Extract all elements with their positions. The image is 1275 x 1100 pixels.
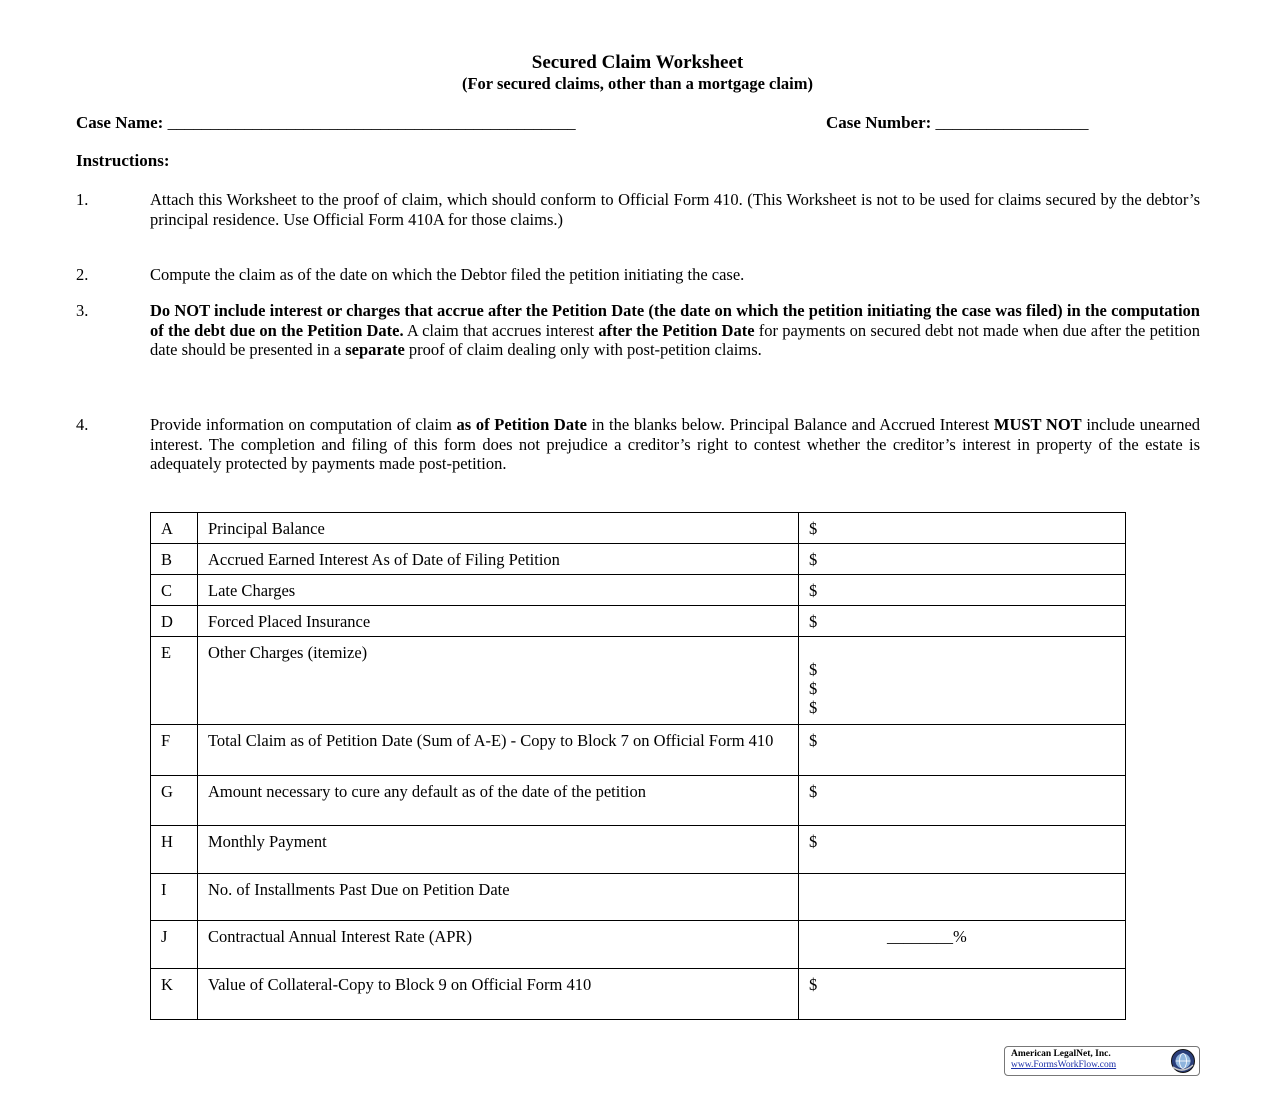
instruction-emphasis: after the Petition Date <box>598 320 755 340</box>
amount-field[interactable]: $ <box>809 698 818 717</box>
table-row <box>151 725 1126 776</box>
row-letter: A <box>151 513 198 544</box>
instruction-text <box>150 415 1200 474</box>
row-letter: F <box>151 725 198 776</box>
case-number-label: Case Number: <box>826 113 932 132</box>
table-row <box>151 874 1126 921</box>
row-letter: K <box>151 969 198 1020</box>
amount-field[interactable]: $ <box>799 969 1126 1020</box>
row-description: Monthly Payment <box>198 826 799 874</box>
row-letter: B <box>151 544 198 575</box>
case-number-blank[interactable]: __________________ <box>935 113 1089 132</box>
row-description: Amount necessary to cure any default as of the date of the petition <box>198 776 799 826</box>
row-description: Late Charges <box>198 575 799 606</box>
amount-field[interactable]: $ <box>799 513 1126 544</box>
case-name-field[interactable] <box>76 113 576 133</box>
row-description: Contractual Annual Interest Rate (APR) <box>198 921 799 969</box>
instruction-emphasis: Do NOT include interest or charges that accrue after the Petition Date (the date on which the petition initiating the case was filed) in the computation of the debt due on the Petition Date. <box>150 301 1200 340</box>
table-row <box>151 513 1126 544</box>
table-row <box>151 921 1126 969</box>
instruction-number: 3. <box>76 301 89 320</box>
instruction-text <box>150 301 1200 360</box>
row-letter: D <box>151 606 198 637</box>
instruction-emphasis: MUST NOT <box>993 415 1082 434</box>
itemized-amounts <box>799 637 1126 725</box>
instruction-emphasis: as of Petition Date <box>456 415 587 434</box>
row-letter: E <box>151 637 198 725</box>
publisher-name: American LegalNet, Inc. <box>1011 1049 1111 1059</box>
installments-field[interactable] <box>799 874 1126 921</box>
instruction-number: 1. <box>76 190 89 209</box>
row-description: Total Claim as of Petition Date (Sum of A-E) - Copy to Block 7 on Official Form 410 <box>198 725 799 776</box>
instruction-emphasis: separate <box>345 340 405 359</box>
row-letter: H <box>151 826 198 874</box>
instruction-text: Attach this Worksheet to the proof of claim, which should conform to Official Form 410. (This Worksheet is not to be used for claims secured by the debtor’s principal residence. Use Official Form 410A for those claims.) <box>150 190 1200 229</box>
globe-icon <box>1170 1048 1196 1074</box>
instruction-fragment: proof of claim dealing only with post-petition claims. <box>404 340 762 359</box>
row-description: Principal Balance <box>198 513 799 544</box>
instruction-fragment: Provide information on computation of claim <box>150 415 457 434</box>
table-row <box>151 544 1126 575</box>
amount-field[interactable]: $ <box>799 606 1126 637</box>
case-name-blank[interactable]: ________________________________________________ <box>167 113 576 132</box>
case-number-field[interactable] <box>826 113 1089 133</box>
row-description: Other Charges (itemize) <box>198 637 799 725</box>
table-row <box>151 826 1126 874</box>
publisher-link[interactable]: www.FormsWorkFlow.com <box>1011 1060 1117 1070</box>
amount-field[interactable]: $ <box>799 544 1126 575</box>
worksheet-table <box>150 512 1126 1020</box>
row-description: Value of Collateral-Copy to Block 9 on Official Form 410 <box>198 969 799 1020</box>
table-row <box>151 776 1126 826</box>
instruction-number: 2. <box>76 265 89 284</box>
instructions-heading: Instructions: <box>76 151 170 170</box>
row-description: No. of Installments Past Due on Petition Date <box>198 874 799 921</box>
table-row <box>151 575 1126 606</box>
instruction-item <box>76 301 1200 360</box>
table-row <box>151 606 1126 637</box>
amount-field[interactable]: $ <box>799 725 1126 776</box>
amount-field[interactable]: $ <box>809 679 818 698</box>
case-name-label: Case Name: <box>76 113 164 132</box>
instruction-fragment: A claim that accrues interest <box>403 320 599 340</box>
row-description: Forced Placed Insurance <box>198 606 799 637</box>
row-letter: G <box>151 776 198 826</box>
instruction-item <box>76 415 1200 474</box>
page-title: Secured Claim Worksheet <box>531 52 744 73</box>
instruction-item <box>76 190 1200 229</box>
instruction-text: Compute the claim as of the date on which the Debtor filed the petition initiating the case. <box>150 265 745 284</box>
row-letter: I <box>151 874 198 921</box>
row-description: Accrued Earned Interest As of Date of Filing Petition <box>198 544 799 575</box>
table-row <box>151 637 1126 725</box>
amount-field[interactable]: $ <box>799 776 1126 826</box>
instruction-fragment: in the blanks below. Principal Balance and Accrued Interest <box>586 415 994 434</box>
amount-field[interactable]: $ <box>799 826 1126 874</box>
table-row <box>151 969 1126 1020</box>
page-subtitle: (For secured claims, other than a mortgage claim) <box>461 74 813 93</box>
apr-field[interactable]: ________% <box>799 921 1126 969</box>
amount-field[interactable]: $ <box>799 575 1126 606</box>
instruction-fragment: include unearned interest. The completion and filing of this form does not prejudice a creditor’s right to contest whether the creditor’s interest in property of the estate is adequately protected by payments made post-petition. <box>150 415 1201 473</box>
instruction-number: 4. <box>76 415 89 434</box>
publisher-logo <box>1004 1046 1200 1076</box>
instruction-item <box>76 265 1200 285</box>
instruction-fragment: for payments on secured debt not made when due after the petition date should be presented in a <box>150 320 1201 359</box>
row-letter: J <box>151 921 198 969</box>
amount-field[interactable]: $ <box>809 660 818 679</box>
row-letter: C <box>151 575 198 606</box>
